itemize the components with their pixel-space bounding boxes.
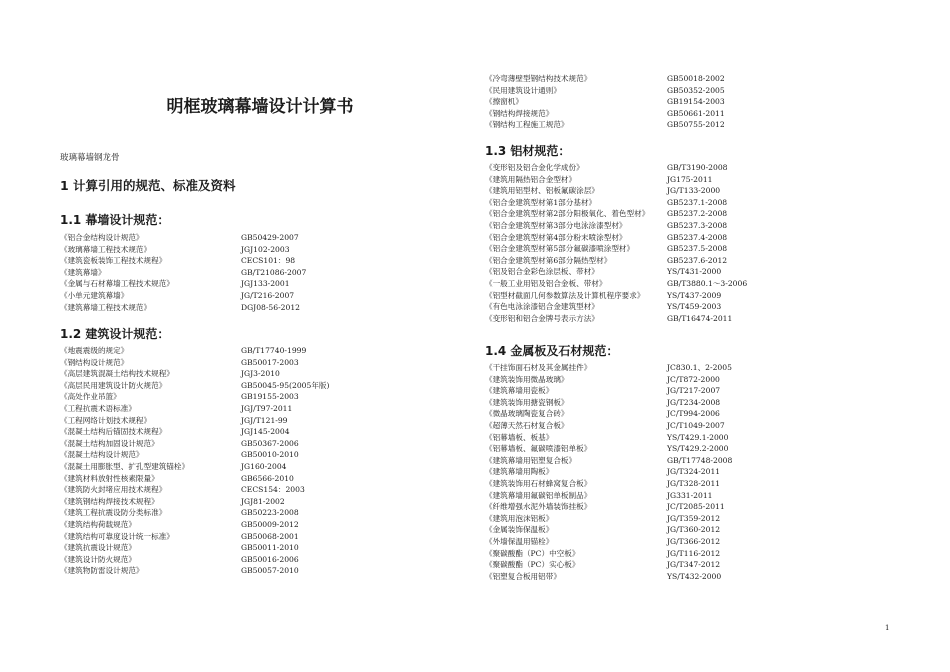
standard-code: JG/T347-2012 <box>667 560 721 570</box>
section-heading-1-3: 1.3 铝材规范： <box>485 144 571 158</box>
standard-code: JGJ3-2010 <box>241 369 280 379</box>
standard-code: JC/T994-2006 <box>667 409 720 419</box>
standard-name: 《铝塑复合板用铝带》 <box>485 571 561 581</box>
standard-code: GB5237.2-2008 <box>667 209 728 219</box>
standard-name: 《地震震级的规定》 <box>60 346 129 355</box>
standard-code: JGJ/T121-99 <box>241 415 288 425</box>
standard-code: GB5237.5-2008 <box>667 244 728 254</box>
standard-code: GB5237.6-2012 <box>667 255 728 265</box>
standard-name: 《高层民用建筑设计防火规范》 <box>60 380 167 390</box>
standard-name: 《铝幕墙板、氟碳喷漆铝单板》 <box>485 444 592 454</box>
standard-name: 《建筑用铝型材、铝板氟碳涂层》 <box>485 186 599 196</box>
standard-code: GB50352-2005 <box>667 85 725 95</box>
standard-code: YS/T459-2003 <box>667 302 722 312</box>
standard-name: 《金属装饰保温板》 <box>485 525 554 535</box>
standard-name: 《建筑物防雷设计规范》 <box>60 566 144 576</box>
standard-name: 《建筑幕墙用瓷板》 <box>485 386 554 396</box>
standard-name: 《混凝土用膨胀型、扩孔型建筑锚栓》 <box>60 461 190 471</box>
standard-name: 《工程网络计划技术规程》 <box>60 415 152 425</box>
standard-code: GB/T16474-2011 <box>667 313 733 323</box>
standard-code: JG/T116-2012 <box>667 548 721 558</box>
standard-name: 《玻璃幕墙工程技术规范》 <box>60 244 152 254</box>
standard-code: GB50429-2007 <box>241 233 299 242</box>
standard-code: GB6566-2010 <box>241 473 294 483</box>
standard-code: GB/T17740-1999 <box>241 346 307 355</box>
standard-code: JC/T872-2000 <box>667 374 720 384</box>
standard-code: YS/T432-2000 <box>667 571 722 581</box>
standard-code: JC/T2085-2011 <box>667 502 725 512</box>
standard-name: 《建筑装饰用微晶玻璃》 <box>485 374 569 384</box>
standard-name: 《聚碳酸酯（PC）实心板》 <box>485 560 580 570</box>
standard-code: GB/T3880.1～3-2006 <box>667 278 748 288</box>
standard-code: YS/T431-2000 <box>667 267 722 277</box>
standard-code: JGJ/T97-2011 <box>241 403 293 413</box>
standard-name: 《建筑幕墙用铝塑复合板》 <box>485 455 577 465</box>
section-heading-1-4: 1.4 金属板及石材规范： <box>485 344 619 358</box>
standard-name: 《民用建筑设计通则》 <box>485 85 561 95</box>
standard-name: 《小单元建筑幕墙》 <box>60 290 129 300</box>
standard-code: GB50010-2010 <box>241 450 299 460</box>
standard-code: GB50755-2012 <box>667 120 725 130</box>
standard-name: 《钢结构焊接规范》 <box>485 108 554 118</box>
standard-code: GB5237.1-2008 <box>667 197 728 207</box>
standard-code: GB50018-2002 <box>667 74 725 83</box>
standard-name: 《建筑幕墙用氟碳铝单板制品》 <box>485 490 592 500</box>
standard-code: JG/T133-2000 <box>667 186 721 196</box>
standard-name: 《铝合金建筑型材第6部分隔热型材》 <box>485 255 612 265</box>
standard-code: JG/T328-2011 <box>667 478 721 488</box>
standard-name: 《铝合金建筑型材第4部分粉末喷涂型材》 <box>485 232 627 242</box>
standard-code: GB50068-2001 <box>241 531 299 541</box>
document-title: 明框玻璃幕墙设计计算书 <box>166 97 354 117</box>
standard-code: JG331-2011 <box>667 490 713 500</box>
standard-name: 《铝合金建筑型材第2部分阳极氧化、着色型材》 <box>485 209 650 219</box>
standard-name: 《建筑幕墙》 <box>60 267 106 277</box>
standard-code: JGJ81-2002 <box>241 496 285 506</box>
standard-name: 《高处作业吊篮》 <box>60 392 121 402</box>
standard-name: 《变形铝及铝合金化学成份》 <box>485 163 584 172</box>
standard-name: 《变形铝和铝合金牌号表示方法》 <box>485 313 599 323</box>
standard-code: GB50011-2010 <box>241 543 299 553</box>
standard-name: 《混凝土结构后锚固技术规程》 <box>60 427 167 437</box>
standard-code: JG/T366-2012 <box>667 536 721 546</box>
standard-code: JC/T1049-2007 <box>667 420 725 430</box>
standard-name: 《一般工业用铝及铝合金板、带材》 <box>485 278 607 288</box>
standard-name: 《微晶玻璃陶瓷复合砖》 <box>485 409 569 419</box>
standard-name: 《建筑结构荷载规范》 <box>60 519 136 529</box>
standard-name: 《建筑设计防火规范》 <box>60 554 136 564</box>
standard-name: 《钢结构工程施工规范》 <box>485 120 569 130</box>
standard-code: CECS154：2003 <box>241 485 305 495</box>
standard-code: GB50661-2011 <box>667 108 725 118</box>
standard-code: JG/T234-2008 <box>667 397 721 407</box>
standard-name: 《外墙保温用锚栓》 <box>485 536 554 546</box>
standard-name: 《纤维增强水泥外墙装饰挂板》 <box>485 502 592 512</box>
standard-name: 《铝合金建筑型材第5部分氟碳漆喷涂型材》 <box>485 244 635 254</box>
project-name: 玻璃幕墙钢龙骨 <box>60 153 120 163</box>
standard-name: 《超薄天然石材复合板》 <box>485 420 569 430</box>
page-number: 1 <box>885 624 890 632</box>
standard-name: 《建筑防火封堵应用技术规程》 <box>60 485 167 495</box>
section-heading-1-1: 1.1 幕墙设计规范： <box>60 213 170 227</box>
standard-name: 《铝幕墙板、板基》 <box>485 432 554 442</box>
standard-name: 《擦窗机》 <box>485 97 523 107</box>
standard-code: YS/T429.1-2000 <box>667 432 729 442</box>
standard-name: 《钢结构设计规范》 <box>60 357 129 367</box>
standard-name: 《建筑瓷板装饰工程技术规程》 <box>60 256 167 266</box>
standard-name: 《工程抗震术语标准》 <box>60 403 136 413</box>
standard-code: JC830.1、2-2005 <box>667 363 732 372</box>
standard-name: 《建筑装饰用搪瓷钢板》 <box>485 397 569 407</box>
standard-name: 《建筑装饰用石材蜂窝复合板》 <box>485 478 592 488</box>
standard-code: GB/T17748-2008 <box>667 455 733 465</box>
standard-code: CECS101：98 <box>241 256 296 266</box>
standard-code: JGJ145-2004 <box>241 427 290 437</box>
standard-code: JGJ102-2003 <box>241 244 290 254</box>
standard-name: 《建筑材料放射性核素限量》 <box>60 473 159 483</box>
standard-code: GB5237.3-2008 <box>667 220 728 230</box>
standard-name: 《铝合金建筑型材第1部分基材》 <box>485 197 597 207</box>
standard-name: 《金属与石材幕墙工程技术规范》 <box>60 279 174 289</box>
standard-code: YS/T429.2-2000 <box>667 444 729 454</box>
standard-name: 《混凝土结构加固设计规范》 <box>60 438 159 448</box>
standard-name: 《建筑幕墙用陶板》 <box>485 467 554 477</box>
standard-code: GB/T3190-2008 <box>667 163 728 172</box>
standard-name: 《干挂饰面石材及其金属挂件》 <box>485 363 592 372</box>
standard-code: YS/T437-2009 <box>667 290 722 300</box>
standard-code: GB5237.4-2008 <box>667 232 728 242</box>
standard-name: 《建筑用泡沫铝板》 <box>485 513 554 523</box>
standard-name: 《铝合金结构设计规范》 <box>60 233 144 242</box>
standard-name: 《混凝土结构设计规范》 <box>60 450 144 460</box>
standard-name: 《冷弯薄壁型钢结构技术规范》 <box>485 74 592 83</box>
standard-code: GB/T21086-2007 <box>241 267 307 277</box>
standard-code: JG/T324-2011 <box>667 467 721 477</box>
standard-code: GB50009-2012 <box>241 519 299 529</box>
standard-code: GB50016-2006 <box>241 554 299 564</box>
standard-name: 《铝型材截面几何参数算法及计算机程序要求》 <box>485 290 645 300</box>
standard-code: JG160-2004 <box>241 461 287 471</box>
standard-name: 《铝及铝合金彩色涂层板、带材》 <box>485 267 599 277</box>
standard-code: JGJ133-2001 <box>241 279 290 289</box>
standard-name: 《铝合金建筑型材第3部分电泳涂漆型材》 <box>485 220 627 230</box>
standard-code: JG/T360-2012 <box>667 525 721 535</box>
standard-code: GB50045-95(2005年版) <box>241 380 330 390</box>
standard-code: GB19154-2003 <box>667 97 725 107</box>
section-heading-1-2: 1.2 建筑设计规范： <box>60 327 170 341</box>
standard-code: GB50017-2003 <box>241 357 299 367</box>
standard-code: JG/T217-2007 <box>667 386 721 396</box>
standard-code: JG175-2011 <box>667 174 713 184</box>
section-heading-1: 1 计算引用的规范、标准及资料 <box>60 178 236 193</box>
standard-code: DGJ08-56-2012 <box>241 302 300 312</box>
standard-code: GB50223-2008 <box>241 508 299 518</box>
standard-code: JG/T359-2012 <box>667 513 721 523</box>
standard-code: JG/T216-2007 <box>241 290 295 300</box>
standard-name: 《建筑用隔热铝合金型材》 <box>485 174 577 184</box>
standard-name: 《有色电泳涂漆铝合金建筑型材》 <box>485 302 599 312</box>
standard-name: 《建筑钢结构焊接技术规程》 <box>60 496 159 506</box>
standard-name: 《建筑结构可靠度设计统一标准》 <box>60 531 174 541</box>
standard-name: 《建筑幕墙工程技术规范》 <box>60 302 152 312</box>
standard-code: GB50367-2006 <box>241 438 299 448</box>
standard-name: 《高层建筑混凝土结构技术规程》 <box>60 369 174 379</box>
standard-code: GB19155-2003 <box>241 392 299 402</box>
standard-name: 《聚碳酸酯（PC）中空板》 <box>485 548 580 558</box>
standard-name: 《建筑工程抗震设防分类标准》 <box>60 508 167 518</box>
standard-name: 《建筑抗震设计规范》 <box>60 543 136 553</box>
standard-code: GB50057-2010 <box>241 566 299 576</box>
